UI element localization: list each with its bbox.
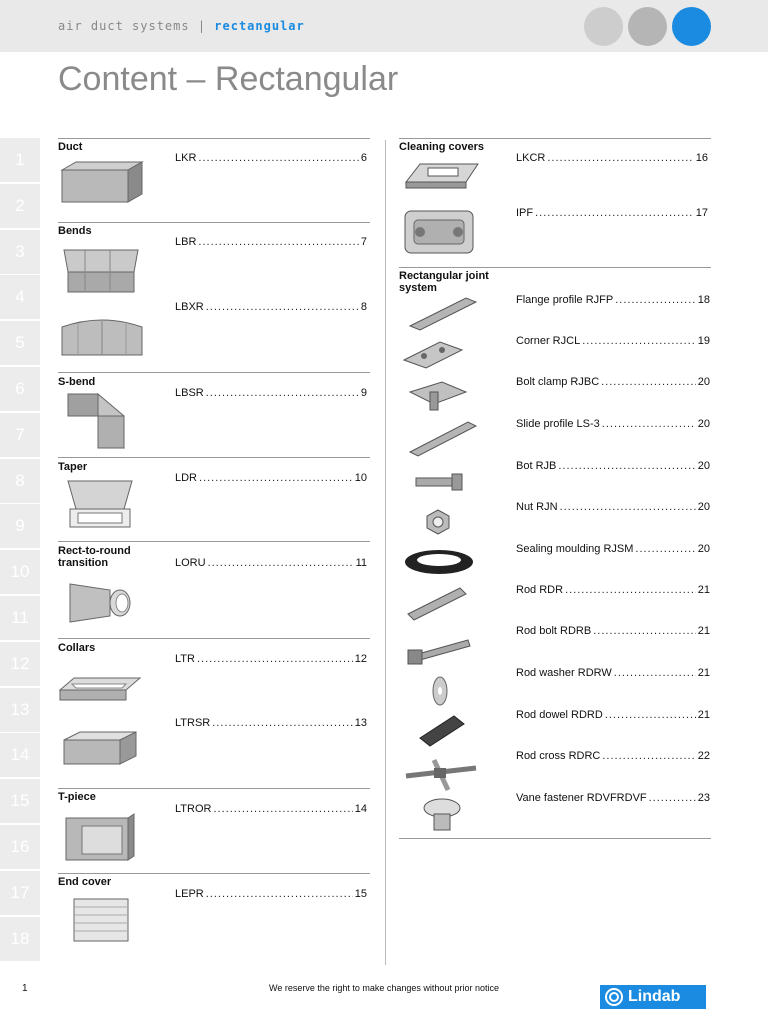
toc-entry[interactable]: Rod dowel RDRD ..... 21 <box>516 709 710 721</box>
section-rule <box>58 788 370 789</box>
chapter-tabs <box>0 138 40 962</box>
toc-entry[interactable]: Rod RDR ..... 21 <box>516 584 710 596</box>
section-rule <box>58 372 370 373</box>
corner-image <box>400 338 466 372</box>
toc-entry[interactable]: Corner RJCL ..... 19 <box>516 335 710 347</box>
page-number: 1 <box>22 983 28 994</box>
bolt-image <box>414 472 466 492</box>
toc-entry[interactable]: LEPR ..... 15 <box>175 888 367 900</box>
chapter-tab[interactable]: 12 <box>0 642 40 686</box>
slide-profile-image <box>406 418 480 458</box>
vane-fastener-image <box>420 796 464 834</box>
toc-entry[interactable]: Nut RJN ..... 20 <box>516 501 710 513</box>
toc-entry[interactable]: Rod bolt RDRB ..... 21 <box>516 625 710 637</box>
chapter-tab[interactable]: 1 <box>0 138 40 182</box>
toc-entry[interactable]: LBR ..... 7 <box>175 236 367 248</box>
chapter-tab[interactable]: 17 <box>0 871 40 915</box>
toc-entry[interactable]: Bot RJB ..... 20 <box>516 460 710 472</box>
chapter-tab[interactable]: 7 <box>0 413 40 457</box>
chapter-tab[interactable]: 11 <box>0 596 40 640</box>
column-divider <box>385 140 386 965</box>
section-title: Collars <box>58 642 96 654</box>
section-title: T-piece <box>58 791 96 803</box>
chapter-tab[interactable]: 16 <box>0 825 40 869</box>
chapter-tab[interactable]: 9 <box>0 504 40 548</box>
toc-entry[interactable]: LBSR ..... 9 <box>175 387 367 399</box>
section-rule <box>58 638 370 639</box>
toc-entry[interactable]: Slide profile LS-3 ..... 20 <box>516 418 710 430</box>
brand-text: air duct systems | rectangular <box>58 19 305 33</box>
section-rule <box>58 138 370 139</box>
chapter-tab[interactable]: 15 <box>0 779 40 823</box>
section-rule <box>399 838 711 839</box>
lindab-logo-icon <box>604 987 624 1007</box>
header-bar <box>0 0 768 52</box>
ipf-cover-image <box>402 208 476 256</box>
section-rule <box>58 541 370 542</box>
transition-image <box>66 578 136 626</box>
taper-image <box>64 475 136 531</box>
rod-image <box>404 584 470 624</box>
toc-entry[interactable]: LDR ..... 10 <box>175 472 367 484</box>
section-rule <box>399 267 711 268</box>
section-rule <box>58 457 370 458</box>
chapter-tab[interactable]: 5 <box>0 321 40 365</box>
rod-cross-image <box>404 758 478 792</box>
section-title: Rect-to-round transition <box>58 545 131 569</box>
toc-entry[interactable]: Bolt clamp RJBC ..... 20 <box>516 376 710 388</box>
toc-entry[interactable]: LTRSR ..... 13 <box>175 717 367 729</box>
section-title: S-bend <box>58 376 96 388</box>
collar-image <box>58 670 142 706</box>
nut-image <box>424 508 452 536</box>
deco-circle-3 <box>672 7 711 46</box>
section-title: Duct <box>58 141 83 153</box>
deco-circle-2 <box>628 7 667 46</box>
toc-entry[interactable]: LKCR ..... 16 <box>516 152 708 164</box>
section-title: Taper <box>58 461 88 473</box>
toc-entry[interactable]: IPF ..... 17 <box>516 207 708 219</box>
toc-entry[interactable]: Rod washer RDRW ..... 21 <box>516 667 710 679</box>
section-rule <box>399 138 711 139</box>
collar-sr-image <box>60 730 138 770</box>
footer-note: We reserve the right to make changes without prior notice <box>269 983 499 993</box>
rod-dowel-image <box>414 710 468 748</box>
deco-circle-1 <box>584 7 623 46</box>
s-bend-image <box>64 390 134 452</box>
sealing-moulding-image <box>402 546 476 578</box>
toc-entry[interactable]: Sealing moulding RJSM ..... 20 <box>516 543 710 555</box>
bend-image <box>60 242 142 294</box>
section-title: Cleaning covers <box>399 141 484 153</box>
chapter-tab[interactable]: 8 <box>0 459 40 503</box>
bend-x-image <box>58 313 146 359</box>
section-rule <box>58 222 370 223</box>
toc-entry[interactable]: Vane fastener RDVFRDVF ..... 23 <box>516 792 710 804</box>
chapter-tab[interactable]: 3 <box>0 230 40 274</box>
chapter-tab[interactable]: 18 <box>0 917 40 961</box>
section-title: Bends <box>58 225 92 237</box>
lindab-logo <box>600 985 706 1009</box>
section-title: Rectangular joint system <box>399 270 489 294</box>
cleaning-cover-image <box>402 156 482 198</box>
section-title: End cover <box>58 876 112 888</box>
chapter-tab[interactable]: 6 <box>0 367 40 411</box>
t-piece-image <box>62 812 136 864</box>
chapter-tab[interactable]: 14 <box>0 733 40 777</box>
chapter-tab[interactable]: 4 <box>0 275 40 319</box>
page-title: Content – Rectangular <box>58 60 399 98</box>
rod-washer-image <box>430 674 450 708</box>
toc-entry[interactable]: LORU ..... 11 <box>175 557 367 569</box>
flange-profile-image <box>406 294 480 334</box>
toc-entry[interactable]: Flange profile RJFP ..... 18 <box>516 294 710 306</box>
duct-image <box>60 158 144 204</box>
toc-entry[interactable]: LBXR ..... 8 <box>175 301 367 313</box>
bolt-clamp-image <box>406 378 470 412</box>
rod-bolt-image <box>406 634 474 668</box>
toc-entry[interactable]: LTR ..... 12 <box>175 653 367 665</box>
toc-entry[interactable]: LKR ..... 6 <box>175 152 367 164</box>
chapter-tab[interactable]: 2 <box>0 184 40 228</box>
toc-entry[interactable]: Rod cross RDRC ..... 22 <box>516 750 710 762</box>
logo-text: Lindab <box>628 988 681 1005</box>
chapter-tab[interactable]: 13 <box>0 688 40 732</box>
chapter-tab[interactable]: 10 <box>0 550 40 594</box>
end-cover-image <box>70 895 132 945</box>
toc-entry[interactable]: LTROR ..... 14 <box>175 803 367 815</box>
section-rule <box>58 873 370 874</box>
